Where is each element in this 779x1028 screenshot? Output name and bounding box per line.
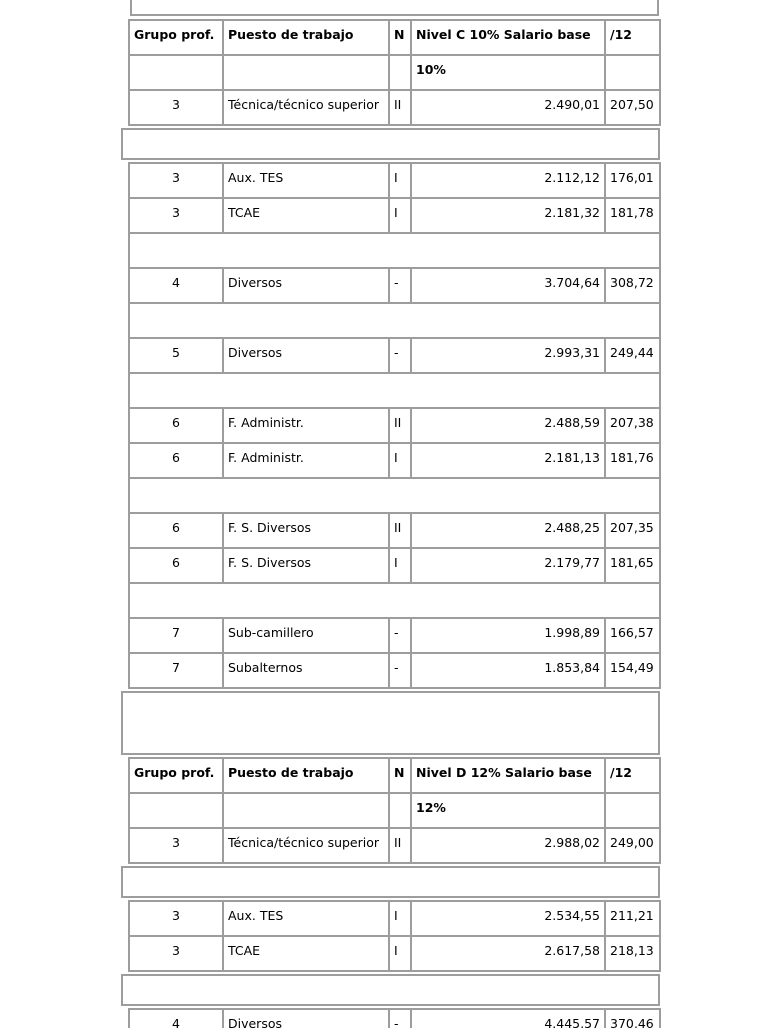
cell-puesto: F. S. Diversos [223,548,389,583]
table-separator [121,691,660,755]
col-header-puesto: Puesto de trabajo [223,20,389,55]
cell-grupo: 5 [129,338,223,373]
spacer-row [129,303,660,338]
cell-puesto: Diversos [223,268,389,303]
empty-cell [129,55,223,90]
cell-doceava: 370,46 [605,1009,660,1028]
empty-cell [129,583,660,618]
table-row [129,936,660,971]
cell-salario: 2.488,25 [411,513,605,548]
table-row [129,163,660,198]
cell-grupo: 6 [129,548,223,583]
cell-salario: 2.534,55 [411,901,605,936]
empty-cell [129,303,660,338]
cell-salario: 4.445,57 [411,1009,605,1028]
cell-salario: 3.704,64 [411,268,605,303]
cell-grupo: 3 [129,198,223,233]
cell-nivel: - [389,268,411,303]
col-header-doceava: /12 [605,20,660,55]
col-header-n: N [389,758,411,793]
col-header-salario-base: Nivel D 12% Salario base [411,758,605,793]
cell-puesto: TCAE [223,198,389,233]
nivel-d-body-table-2 [128,1008,661,1028]
cell-doceava: 181,76 [605,443,660,478]
nivel-c-subheader-row [129,55,660,90]
table-row [129,513,660,548]
col-header-grupo-prof: Grupo prof. [129,758,223,793]
empty-cell [129,478,660,513]
cell-salario: 2.488,59 [411,408,605,443]
empty-cell [605,793,660,828]
cell-nivel: I [389,548,411,583]
cell-nivel: II [389,408,411,443]
cell-salario: 2.993,31 [411,338,605,373]
table-row [129,90,660,125]
cell-puesto: F. Administr. [223,443,389,478]
empty-cell [605,55,660,90]
empty-cell [223,55,389,90]
nivel-c-body-table [128,162,661,689]
cell-doceava: 154,49 [605,653,660,688]
section-separator [121,974,660,1006]
cell-grupo: 3 [129,901,223,936]
cell-nivel: II [389,90,411,125]
cell-salario: 2.179,77 [411,548,605,583]
section-separator [121,866,660,898]
cell-puesto: Sub-camillero [223,618,389,653]
cell-nivel: II [389,513,411,548]
nivel-d-header-table [128,757,661,864]
nivel-d-column-header-row [129,758,660,793]
cell-grupo: 6 [129,513,223,548]
cell-doceava: 207,50 [605,90,660,125]
cell-salario: 2.988,02 [411,828,605,863]
cell-nivel: I [389,443,411,478]
nivel-d-subheader-row [129,793,660,828]
cell-nivel: - [389,618,411,653]
cell-salario: 2.181,13 [411,443,605,478]
col-header-salario-base: Nivel C 10% Salario base [411,20,605,55]
table-row [129,548,660,583]
table-row [129,338,660,373]
cell-doceava: 249,00 [605,828,660,863]
empty-cell [129,793,223,828]
cell-puesto: Aux. TES [223,901,389,936]
cell-doceava: 207,35 [605,513,660,548]
table-row [129,443,660,478]
spacer-row [129,478,660,513]
cell-nivel: II [389,828,411,863]
cell-puesto: Diversos [223,1009,389,1028]
section-separator [121,128,660,160]
cell-nivel: I [389,936,411,971]
table-row [129,828,660,863]
empty-cell [129,373,660,408]
cell-puesto: TCAE [223,936,389,971]
cell-doceava: 308,72 [605,268,660,303]
cell-doceava: 181,78 [605,198,660,233]
cell-nivel: I [389,901,411,936]
table-row [129,1009,660,1028]
cell-salario: 1.998,89 [411,618,605,653]
cell-puesto: Técnica/técnico superior [223,90,389,125]
cell-nivel: - [389,338,411,373]
previous-table-bottom-fragment [130,0,659,16]
cell-salario: 2.181,32 [411,198,605,233]
nivel-c-header-table [128,19,661,126]
table-row [129,653,660,688]
nivel-d-body-table [128,900,661,972]
col-header-puesto: Puesto de trabajo [223,758,389,793]
cell-grupo: 6 [129,443,223,478]
cell-puesto: Aux. TES [223,163,389,198]
cell-salario: 2.112,12 [411,163,605,198]
cell-nivel: I [389,163,411,198]
cell-puesto: Subalternos [223,653,389,688]
cell-puesto: Diversos [223,338,389,373]
cell-grupo: 3 [129,936,223,971]
percent-label: 10% [411,55,605,90]
empty-cell [129,233,660,268]
empty-cell [389,793,411,828]
cell-grupo: 3 [129,163,223,198]
cell-grupo: 6 [129,408,223,443]
cell-salario: 2.490,01 [411,90,605,125]
cell-nivel: - [389,1009,411,1028]
cell-doceava: 176,01 [605,163,660,198]
col-header-n: N [389,20,411,55]
cell-puesto: F. Administr. [223,408,389,443]
cell-nivel: I [389,198,411,233]
cell-grupo: 7 [129,653,223,688]
col-header-grupo-prof: Grupo prof. [129,20,223,55]
cell-grupo: 3 [129,90,223,125]
cell-salario: 1.853,84 [411,653,605,688]
cell-doceava: 166,57 [605,618,660,653]
cell-doceava: 218,13 [605,936,660,971]
table-row [129,408,660,443]
cell-grupo: 4 [129,268,223,303]
cell-puesto: F. S. Diversos [223,513,389,548]
table-row [129,198,660,233]
cell-doceava: 181,65 [605,548,660,583]
spacer-row [129,233,660,268]
empty-cell [389,55,411,90]
table-row [129,618,660,653]
nivel-c-column-header-row [129,20,660,55]
cell-grupo: 3 [129,828,223,863]
cell-doceava: 207,38 [605,408,660,443]
empty-cell [223,793,389,828]
cell-salario: 2.617,58 [411,936,605,971]
spacer-row [129,583,660,618]
cell-grupo: 7 [129,618,223,653]
cell-nivel: - [389,653,411,688]
cell-grupo: 4 [129,1009,223,1028]
spacer-row [129,373,660,408]
col-header-doceava: /12 [605,758,660,793]
table-row [129,268,660,303]
table-row [129,901,660,936]
cell-doceava: 249,44 [605,338,660,373]
cell-doceava: 211,21 [605,901,660,936]
percent-label: 12% [411,793,605,828]
cell-puesto: Técnica/técnico superior [223,828,389,863]
